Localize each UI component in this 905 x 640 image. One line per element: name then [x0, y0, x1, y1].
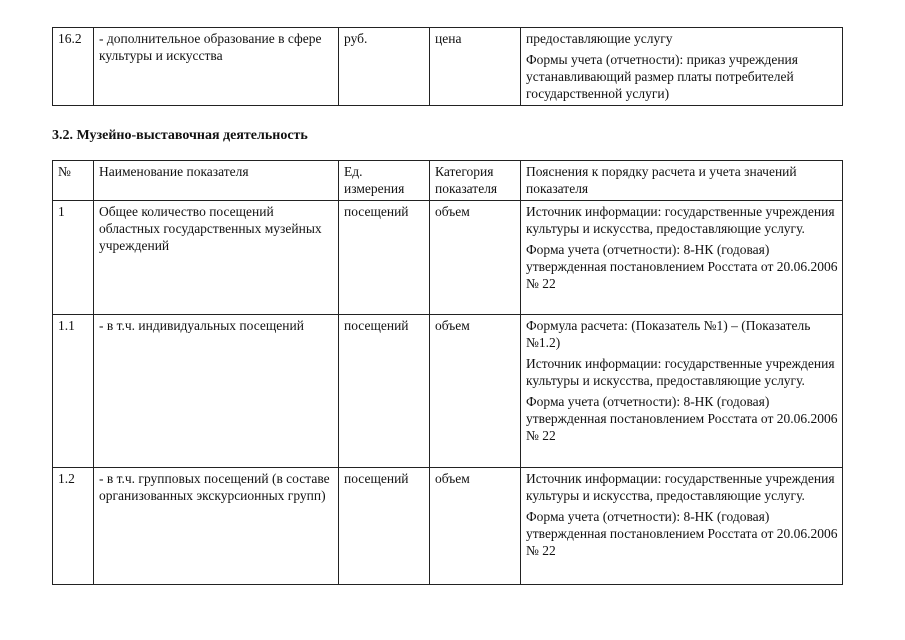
notes-cell [521, 315, 843, 468]
notes-cell [521, 201, 843, 315]
category-cell: объем [430, 468, 521, 585]
unit-cell: посещений [339, 315, 430, 468]
note-paragraph: предоставляющие услугу [526, 31, 673, 46]
row-number: 16.2 [53, 28, 94, 106]
category-cell: цена [430, 28, 521, 106]
row-number: 1.2 [53, 468, 94, 585]
header-num: № [53, 161, 94, 201]
row-number: 1 [53, 201, 94, 315]
header-category: Категория показателя [430, 161, 521, 201]
note-paragraph: Форма учета (отчетности): 8-НК (годовая) утвержденная постановлением Росстата от 20.06.2006 № 22 [526, 509, 838, 558]
table-row [53, 468, 843, 585]
notes-cell [521, 468, 843, 585]
indicator-name: Общее количество посещений областных государственных музейных учреждений [94, 201, 339, 315]
section-heading: 3.2. Музейно-выставочная деятельность [52, 128, 308, 143]
header-notes: Пояснения к порядку расчета и учета значений показателя [521, 161, 843, 201]
unit-cell: посещений [339, 468, 430, 585]
header-row [53, 161, 843, 201]
top-table [52, 27, 843, 106]
category-cell: объем [430, 315, 521, 468]
main-table [52, 160, 843, 585]
note-paragraph: Формы учета (отчетности): приказ учреждения устанавливающий размер платы потребителей государственной услуги) [526, 52, 798, 101]
note-paragraph: Форма учета (отчетности): 8-НК (годовая) утвержденная постановлением Росстата от 20.06.2006 № 22 [526, 394, 838, 443]
header-name: Наименование показателя [94, 161, 339, 201]
unit-cell: посещений [339, 201, 430, 315]
notes-cell [521, 28, 843, 106]
note-paragraph: Источник информации: государственные учреждения культуры и искусства, предоставляющие услугу. [526, 356, 835, 388]
note-paragraph: Источник информации: государственные учреждения культуры и искусства, предоставляющие услугу. [526, 204, 835, 236]
table-row [53, 28, 843, 106]
indicator-name: - в т.ч. индивидуальных посещений [94, 315, 339, 468]
unit-cell: руб. [339, 28, 430, 106]
indicator-name: - в т.ч. групповых посещений (в составе организованных экскурсионных групп) [94, 468, 339, 585]
note-paragraph: Формула расчета: (Показатель №1) – (Показатель №1.2) [526, 318, 811, 350]
category-cell: объем [430, 201, 521, 315]
note-paragraph: Источник информации: государственные учреждения культуры и искусства, предоставляющие услугу. [526, 471, 835, 503]
header-unit: Ед. измерения [339, 161, 430, 201]
note-paragraph: Форма учета (отчетности): 8-НК (годовая) утвержденная постановлением Росстата от 20.06.2006 № 22 [526, 242, 838, 291]
indicator-name: - дополнительное образование в сфере культуры и искусства [94, 28, 339, 106]
table-row [53, 315, 843, 468]
row-number: 1.1 [53, 315, 94, 468]
table-row [53, 201, 843, 315]
